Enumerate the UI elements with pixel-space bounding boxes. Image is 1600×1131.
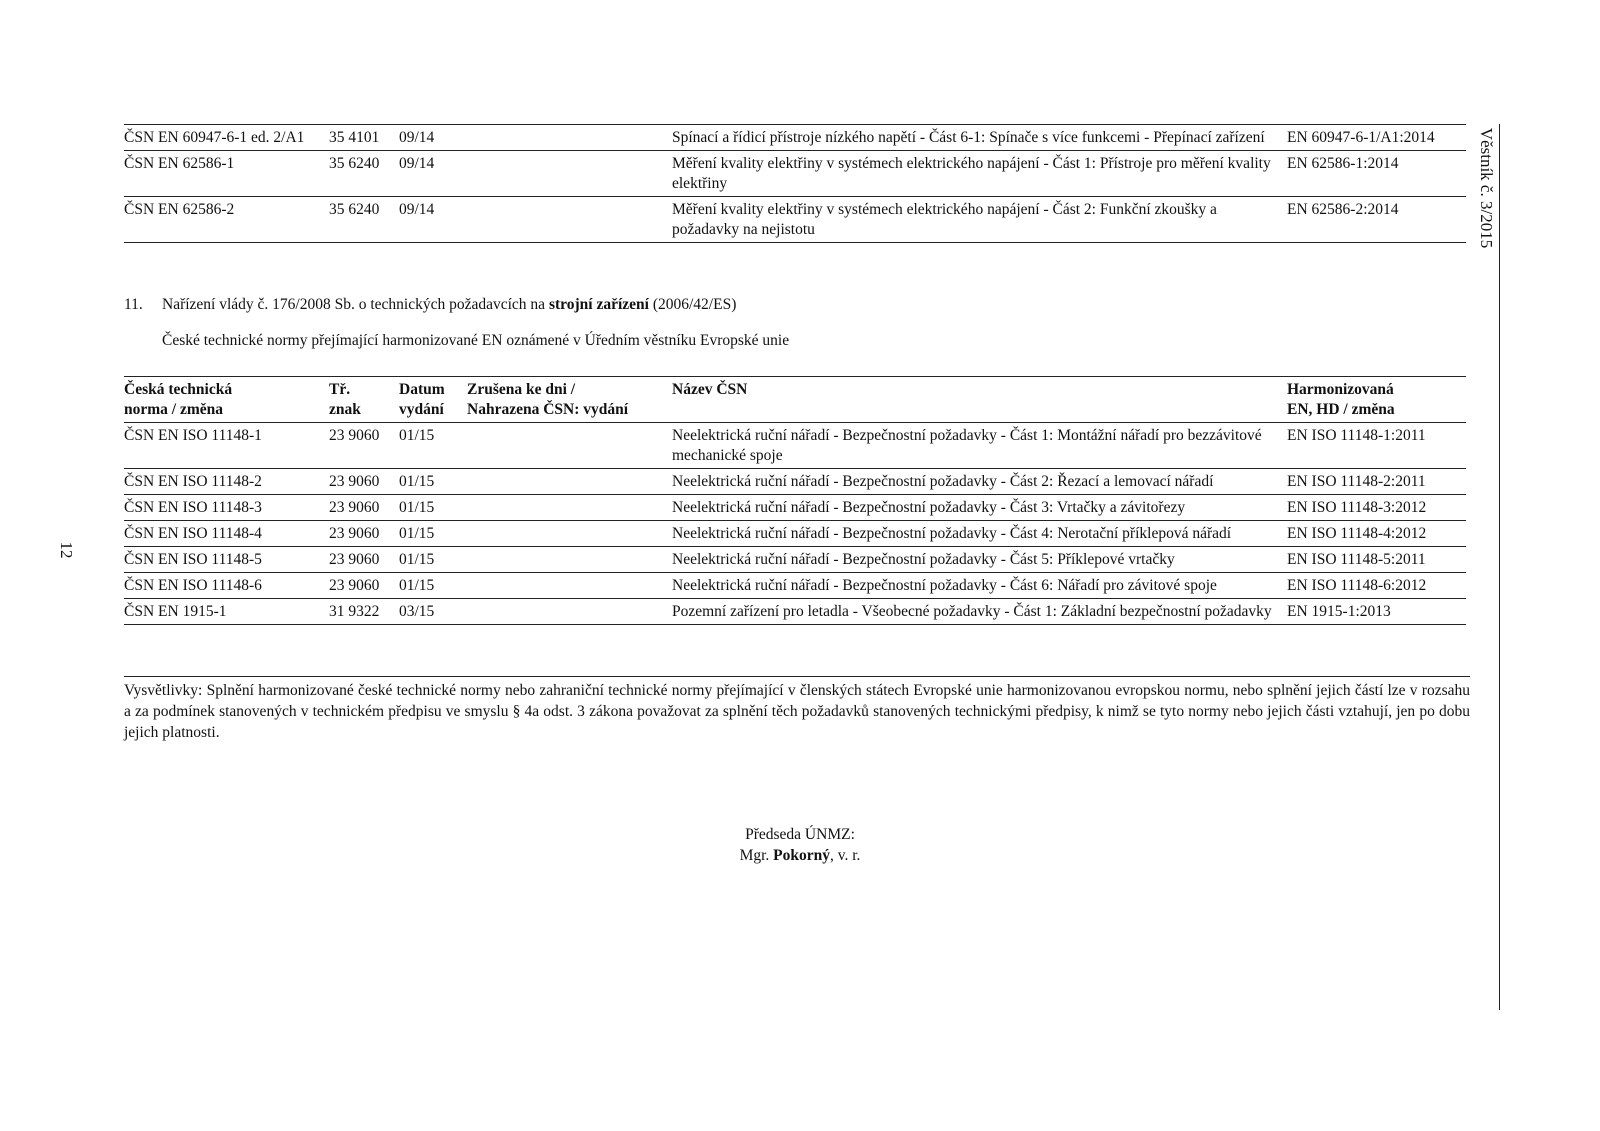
cell-class: 23 9060 — [329, 427, 380, 444]
header-date-line1: Datum — [399, 381, 445, 398]
signature-name — [0, 845, 1600, 866]
cell-harmonized: EN 62586-1:2014 — [1287, 155, 1399, 172]
header-class-line2: znak — [329, 401, 361, 418]
cell-replaced — [467, 573, 672, 599]
cell-harmonized: EN ISO 11148-5:2011 — [1287, 551, 1426, 568]
header-replaced-line1: Zrušena ke dni / — [467, 381, 576, 398]
cell-date: 01/15 — [399, 551, 435, 568]
cell-harmonized: EN ISO 11148-2:2011 — [1287, 473, 1426, 490]
section-text-before: Nařízení vlády č. 176/2008 Sb. o technických požadavcích na — [162, 296, 549, 313]
table-row — [124, 151, 1466, 197]
header-class-line1: Tř. — [329, 381, 351, 398]
cell-harmonized: EN ISO 11148-4:2012 — [1287, 525, 1427, 542]
page-number: 12 — [57, 541, 76, 559]
cell-class: 35 4101 — [329, 129, 380, 146]
cell-norm: ČSN EN ISO 11148-2 — [124, 473, 262, 490]
cell-norm: ČSN EN ISO 11148-6 — [124, 577, 262, 594]
cell-harmonized: EN 60947-6-1/A1:2014 — [1287, 129, 1435, 146]
cell-name: Neelektrická ruční nářadí - Bezpečnostní požadavky - Část 3: Vrtačky a závitořezy — [672, 499, 1186, 516]
cell-replaced — [467, 197, 672, 243]
cell-class: 23 9060 — [329, 473, 380, 490]
cell-name: Neelektrická ruční nářadí - Bezpečnostní požadavky - Část 1: Montážní nářadí pro bezzávitové mechanické spoje — [672, 427, 1262, 464]
header-name — [672, 377, 1287, 423]
section-text-bold: strojní zařízení — [548, 296, 649, 313]
cell-name: Pozemní zařízení pro letadla - Všeobecné požadavky - Část 1: Základní bezpečnostní požadavky — [672, 603, 1272, 620]
signature-title: Předseda ÚNMZ: — [745, 826, 855, 843]
header-norm-line2: norma / změna — [124, 401, 224, 418]
side-rule — [1499, 124, 1500, 1010]
cell-replaced — [467, 423, 672, 469]
table-row — [124, 469, 1466, 495]
cell-norm: ČSN EN ISO 11148-3 — [124, 499, 262, 516]
cell-date: 01/15 — [399, 427, 435, 444]
cell-class: 35 6240 — [329, 201, 380, 218]
table-row — [124, 197, 1466, 243]
cell-date: 09/14 — [399, 201, 435, 218]
cell-harmonized: EN ISO 11148-3:2012 — [1287, 499, 1427, 516]
header-class — [329, 377, 399, 423]
signature-name-prefix: Mgr. — [739, 847, 774, 864]
harmonized-standards-body — [124, 423, 1466, 625]
cell-harmonized: EN ISO 11148-6:2012 — [1287, 577, 1427, 594]
cell-class: 23 9060 — [329, 499, 380, 516]
signature-name-suffix: , v. r. — [830, 847, 861, 864]
cell-name: Neelektrická ruční nářadí - Bezpečnostní požadavky - Část 2: Řezací a lemovací nářadí — [672, 473, 1214, 490]
cell-norm: ČSN EN 60947-6-1 ed. 2/A1 — [124, 129, 305, 146]
cell-replaced — [467, 151, 672, 197]
cell-norm: ČSN EN ISO 11148-5 — [124, 551, 262, 568]
cell-date: 09/14 — [399, 129, 435, 146]
table-row — [124, 125, 1466, 151]
header-replaced-line2: Nahrazena ČSN: vydání — [467, 401, 629, 418]
section-number: 11. — [124, 296, 143, 313]
header-harmonized-line1: Harmonizovaná — [1287, 381, 1394, 398]
cell-class: 23 9060 — [329, 551, 380, 568]
cell-norm: ČSN EN ISO 11148-4 — [124, 525, 262, 542]
cell-name: Spínací a řídicí přístroje nízkého napětí - Část 6-1: Spínače s více funkcemi - Přepínací zařízení — [672, 129, 1265, 146]
cell-name: Neelektrická ruční nářadí - Bezpečnostní požadavky - Část 4: Nerotační příklepová nářadí — [672, 525, 1232, 542]
cell-harmonized: EN 62586-2:2014 — [1287, 201, 1399, 218]
cell-norm: ČSN EN 62586-2 — [124, 201, 235, 218]
header-name-text: Název ČSN — [672, 381, 748, 398]
table-row — [124, 495, 1466, 521]
cell-norm: ČSN EN 1915-1 — [124, 603, 227, 620]
cell-date: 01/15 — [399, 499, 435, 516]
table-row — [124, 599, 1466, 625]
signature-block — [0, 824, 1600, 866]
cell-name: Měření kvality elektřiny v systémech elektrického napájení - Část 2: Funkční zkoušky a požadavky na nejistotu — [672, 201, 1217, 238]
cell-name: Neelektrická ruční nářadí - Bezpečnostní požadavky - Část 5: Příklepové vrtačky — [672, 551, 1175, 568]
cell-norm: ČSN EN ISO 11148-1 — [124, 427, 262, 444]
header-replaced — [467, 377, 672, 423]
header-harmonized — [1287, 377, 1466, 423]
cell-date: 03/15 — [399, 603, 435, 620]
cell-replaced — [467, 521, 672, 547]
section-text-after: (2006/42/ES) — [648, 296, 737, 313]
cell-date: 01/15 — [399, 525, 435, 542]
cell-class: 23 9060 — [329, 577, 380, 594]
header-date-line2: vydání — [399, 401, 444, 418]
continued-standards-body — [124, 125, 1466, 243]
section-intro: České technické normy přejímající harmonizované EN oznámené v Úředním věstníku Evropské unie — [162, 332, 790, 349]
cell-harmonized: EN 1915-1:2013 — [1287, 603, 1391, 620]
cell-name: Neelektrická ruční nářadí - Bezpečnostní požadavky - Část 6: Nářadí pro závitové spoje — [672, 577, 1217, 594]
cell-date: 01/15 — [399, 577, 435, 594]
cell-norm: ČSN EN 62586-1 — [124, 155, 235, 172]
section-heading — [124, 296, 736, 314]
explanatory-notes: Vysvětlivky: Splnění harmonizované české technické normy nebo zahraniční technické normy přejímající v členských státech Evropské unie harmonizovanou evropskou normu, nebo splnění jejich částí lze v rozsahu a za podmínek stanovených v technickém předpisu ve smyslu § 4a odst. 3 zákona považovat za splnění těch požadavků stanovených technickými předpisy, k nimž se tyto normy nebo jejich části vztahují, jen po dobu jejich platnosti. — [124, 682, 1470, 741]
signature-name-bold: Pokorný — [773, 847, 830, 864]
cell-class: 31 9322 — [329, 603, 380, 620]
cell-harmonized: EN ISO 11148-1:2011 — [1287, 427, 1426, 444]
header-date — [399, 377, 467, 423]
cell-replaced — [467, 469, 672, 495]
cell-class: 35 6240 — [329, 155, 380, 172]
cell-replaced — [467, 547, 672, 573]
table-row — [124, 547, 1466, 573]
table-header-row — [124, 377, 1466, 423]
header-harmonized-line2: EN, HD / změna — [1287, 401, 1395, 418]
notes-divider — [124, 676, 1470, 677]
table-row — [124, 423, 1466, 469]
cell-date: 09/14 — [399, 155, 435, 172]
journal-label: Věstník č. 3/2015 — [1477, 127, 1496, 249]
cell-name: Měření kvality elektřiny v systémech elektrického napájení - Část 1: Přístroje pro měření kvality elektřiny — [672, 155, 1271, 192]
table-row — [124, 521, 1466, 547]
harmonized-standards-table — [124, 376, 1466, 625]
cell-date: 01/15 — [399, 473, 435, 490]
cell-replaced — [467, 599, 672, 625]
continued-standards-table — [124, 124, 1466, 243]
header-norm — [124, 377, 329, 423]
cell-class: 23 9060 — [329, 525, 380, 542]
cell-replaced — [467, 125, 672, 151]
header-norm-line1: Česká technická — [124, 381, 233, 398]
table-row — [124, 573, 1466, 599]
cell-replaced — [467, 495, 672, 521]
